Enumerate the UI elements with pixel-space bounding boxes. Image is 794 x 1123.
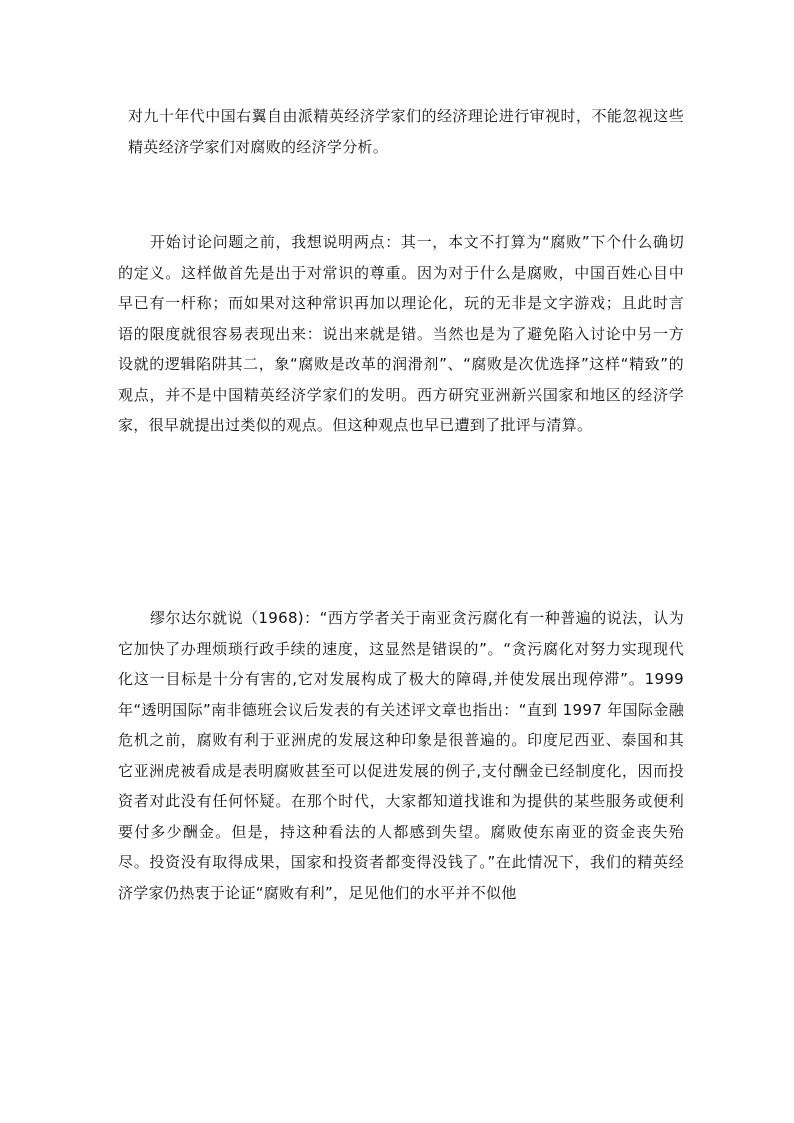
paragraph-definition: 开始讨论问题之前，我想说明两点：其一，本文不打算为“腐败”下个什么确切的定义。这样做首先是出于对常识的尊重。因为对于什么是腐败，中国百姓心目中早已有一杆称；而如果对这种常识再加以理论化，玩的无非是文字游戏；且此时言语的限度就很容易表现出来：说出来就是错。当然也是为了避免陷入讨论中另一方设就的逻辑陷阱其二，象“腐败是改革的润滑剂”、“腐败是次优选择”这样“精致”的观点，并不是中国精英经济学家们的发明。西方研究亚洲新兴国家和地区的经济学家，很早就提出过类似的观点。但这种观点也早已遭到了批评与清算。 (118, 233, 684, 434)
paragraph-intro: 对九十年代中国右翼自由派精英经济学家们的经济理论进行审视时，不能忽视这些精英经济学家们对腐败的经济学分析。 (128, 107, 684, 156)
paragraph-myrdal-quote: 缪尔达尔就说（1968)：“西方学者关于南亚贪污腐化有一种普遍的说法，认为它加快了办理烦琐行政手续的速度，这显然是错误的”。“贪污腐化对努力实现现代化这一目标是十分有害的,它对发展构成了极大的障碍,并使发展出现停滞”。1999 年“透明国际”南非德班会议后发表的有关述评文章也指出：“直到 1997 年国际金融危机之前，腐败有利于亚洲虎的发展这种印象是很普遍的。印度尼西亚、泰国和其它亚洲虎被看成是表明腐败甚至可以促进发展的例子,支付酬金已经制度化，因而投资者对此没有任何怀疑。在那个时代，大家都知道找谁和为提供的某些服务或便利要付多少酬金。但是，持这种看法的人都感到失望。腐败使东南亚的资金丧失殆尽。投资没有取得成果，国家和投资者都变得没钱了。”在此情况下，我们的精英经济学家仍热衷于论证“腐败有利”，足见他们的水平并不似他 (118, 609, 684, 902)
